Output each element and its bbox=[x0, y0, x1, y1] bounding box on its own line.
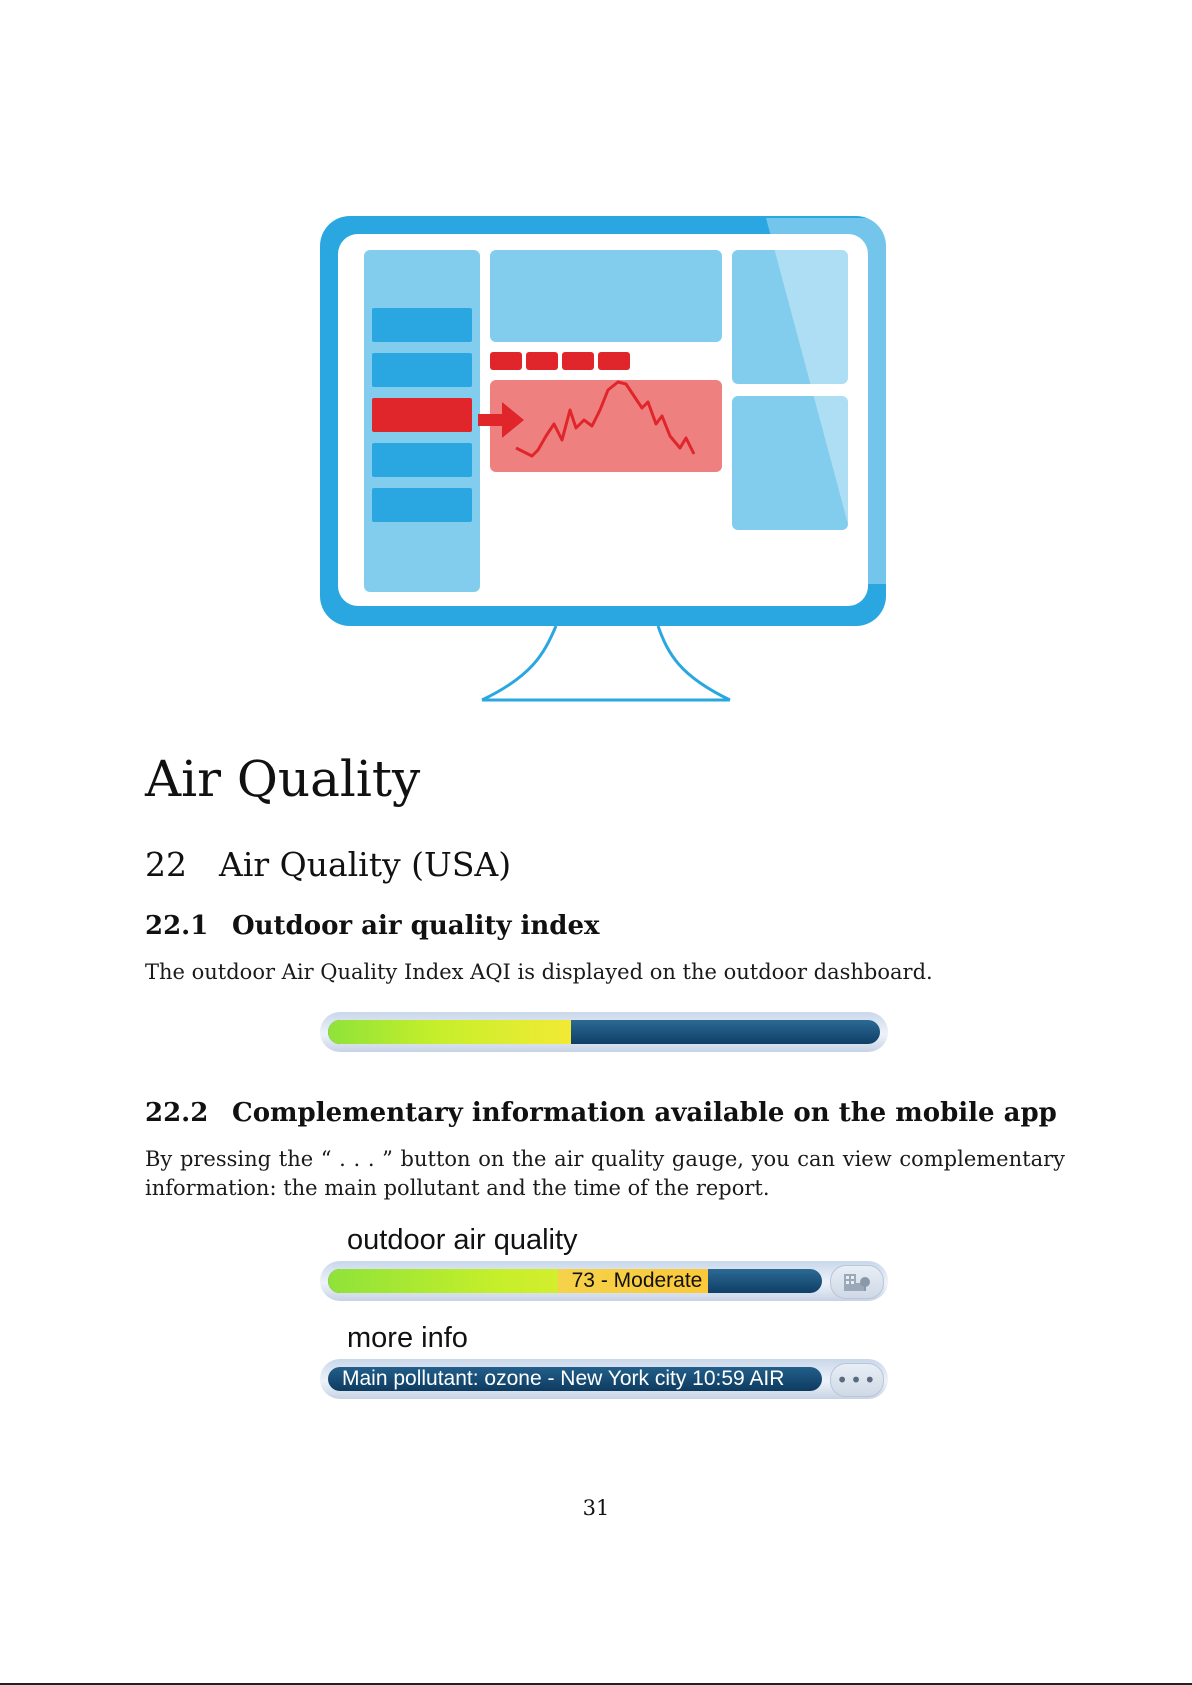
section-number: 22 bbox=[145, 845, 187, 884]
section-heading bbox=[145, 845, 512, 884]
section-title: Air Quality (USA) bbox=[219, 845, 512, 884]
aqi-gauge bbox=[320, 1012, 888, 1052]
chapter-title: Air Quality bbox=[145, 750, 421, 808]
more-options-button[interactable] bbox=[830, 1363, 884, 1397]
gauge-label: outdoor air quality bbox=[347, 1224, 578, 1256]
building-tree-button[interactable] bbox=[830, 1265, 884, 1299]
page-number: 31 bbox=[582, 1496, 610, 1520]
air-quality-gauge bbox=[320, 1261, 888, 1301]
paragraph-complementary: By pressing the “ . . . ” button on the air quality gauge, you can view complementary information: the main pollutant and the time of the report. bbox=[145, 1147, 1065, 1200]
building-tree-icon bbox=[842, 1271, 872, 1293]
sidebar-item bbox=[372, 308, 472, 342]
gauge-track bbox=[328, 1020, 880, 1044]
monitor-illustration bbox=[318, 214, 888, 704]
subsection-title: Outdoor air quality index bbox=[232, 911, 600, 941]
subsection-number: 22.1 bbox=[145, 911, 209, 941]
sidebar-item bbox=[372, 443, 472, 477]
tab-block bbox=[562, 352, 594, 370]
more-info-bar bbox=[320, 1359, 888, 1399]
gauge-fill bbox=[328, 1269, 708, 1293]
subsection-title: Complementary information available on the mobile app bbox=[232, 1098, 1057, 1128]
tab-block bbox=[526, 352, 558, 370]
subsection-number: 22.2 bbox=[145, 1098, 209, 1128]
sidebar-item bbox=[372, 353, 472, 387]
subsection-heading-2 bbox=[145, 1100, 1057, 1126]
info-track bbox=[328, 1367, 822, 1391]
gauge-track bbox=[328, 1269, 822, 1293]
aqi-value: 73 - Moderate bbox=[558, 1269, 708, 1293]
monitor-stand bbox=[482, 626, 730, 700]
tab-block bbox=[490, 352, 522, 370]
more-dots-icon: ••• bbox=[836, 1368, 878, 1392]
paragraph-aqi: The outdoor Air Quality Index AQI is displayed on the outdoor dashboard. bbox=[145, 960, 933, 984]
header-panel bbox=[490, 250, 722, 342]
sidebar-item-active bbox=[372, 398, 472, 432]
gauge-fill bbox=[328, 1020, 571, 1044]
subsection-heading-1 bbox=[145, 913, 600, 939]
more-info-label: more info bbox=[347, 1322, 468, 1354]
sidebar-item bbox=[372, 488, 472, 522]
more-info-text: Main pollutant: ozone - New York city 10:59 AIR bbox=[342, 1367, 785, 1390]
tab-block bbox=[598, 352, 630, 370]
